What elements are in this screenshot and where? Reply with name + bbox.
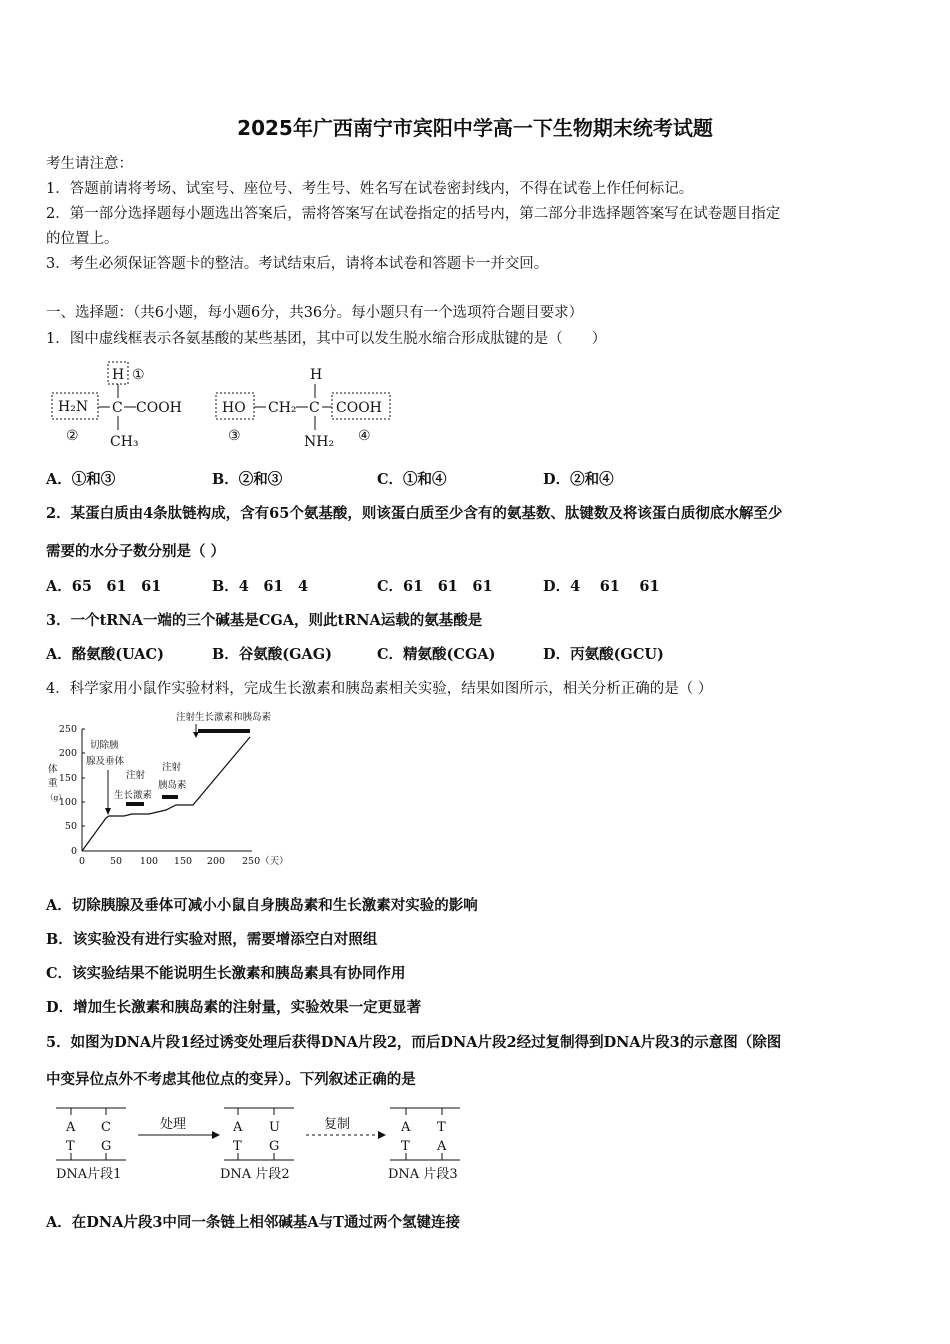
y-label-1: 体 <box>48 764 58 775</box>
f3-label: DNA 片段3 <box>388 1167 458 1182</box>
m2-ho: HO <box>222 400 246 416</box>
f1-bot-1: T <box>66 1139 75 1154</box>
notice-item-3: 3．考生必须保证答题卡的整洁。考试结束后，请将本试卷和答题卡一并交回。 <box>46 256 549 272</box>
q1-option-d[interactable]: D．②和④ <box>543 471 614 488</box>
section-heading: 一、选择题：（共6小题，每小题6分，共36分。每小题只有一个选项符合题目要求） <box>46 305 584 321</box>
f2-label: DNA 片段2 <box>220 1167 290 1182</box>
notice-item-2-cont: 的位置上。 <box>46 231 119 247</box>
notice-heading: 考生请注意： <box>46 156 133 172</box>
q3-option-c[interactable]: C．精氨酸(CGA) <box>377 646 496 663</box>
y-tick-150: 150 <box>58 773 77 784</box>
x-tick-250: 250（天） <box>242 856 289 867</box>
q2-stem-line1: 2．某蛋白质由4条肽链构成，含有65个氨基酸，则该蛋白质至少含有的氨基数、肽键数及将该蛋白质彻底水解至少 <box>46 505 783 522</box>
m2-ch2: CH₂ <box>268 400 297 416</box>
m2-nh2: NH₂ <box>304 434 335 450</box>
y-tick-250: 250 <box>58 724 77 735</box>
q2-option-d[interactable]: D．4 61 61 <box>543 578 660 595</box>
q5-dna-figure <box>46 1100 486 1190</box>
m2-label-4: ④ <box>358 428 371 444</box>
q2-stem-line2: 需要的水分子数分别是（ ） <box>46 543 226 560</box>
arrow2-label: 复制 <box>324 1117 351 1132</box>
f1-label: DNA片段1 <box>56 1167 122 1182</box>
m1-label-2: ② <box>66 428 79 444</box>
f3-bot-2: A <box>437 1139 447 1154</box>
x-tick-0: 0 <box>78 856 86 867</box>
x-tick-100: 100 <box>139 856 159 867</box>
m1-label-1: ① <box>132 367 145 383</box>
f2-bot-2: G <box>269 1139 280 1154</box>
m1-h: H <box>112 367 125 383</box>
q4-option-b[interactable]: B．该实验没有进行实验对照，需要增添空白对照组 <box>46 931 378 948</box>
q4-stem: 4．科学家用小鼠作实验材料，完成生长激素和胰岛素相关实验，结果如图所示，相关分析正确的是（ ） <box>46 681 713 697</box>
x-tick-150: 150 <box>173 856 193 867</box>
m2-c: C <box>309 400 320 416</box>
m2-h: H <box>310 367 323 383</box>
arrow1-label: 处理 <box>160 1117 187 1132</box>
q1-amino-acid-figure <box>46 360 406 455</box>
y-tick-0: 0 <box>70 846 77 857</box>
f3-bot-1: T <box>401 1139 410 1154</box>
m1-nh2: H₂N <box>58 399 89 415</box>
q1-option-b[interactable]: B．②和③ <box>212 471 283 488</box>
page-title: 2025年广西南宁市宾阳中学高一下生物期末统考试题 <box>237 116 713 140</box>
q2-option-c[interactable]: C．61 61 61 <box>377 578 493 595</box>
y-tick-200: 200 <box>58 748 77 759</box>
q4-weight-chart <box>46 708 296 873</box>
f3-top-1: A <box>401 1120 411 1135</box>
q3-option-b[interactable]: B．谷氨酸(GAG) <box>212 646 332 663</box>
f2-bot-1: T <box>233 1139 242 1154</box>
x-tick-200: 200 <box>206 856 226 867</box>
ann2-line1: 注射 <box>126 770 146 781</box>
q4-option-a[interactable]: A．切除胰腺及垂体可减小小鼠自身胰岛素和生长激素对实验的影响 <box>46 897 478 914</box>
f1-top-2: C <box>101 1120 111 1135</box>
ann3-line1: 注射 <box>162 762 182 773</box>
ann1-line1: 切除胰 <box>90 740 119 751</box>
q3-option-a[interactable]: A．酪氨酸(UAC) <box>46 646 164 663</box>
ann2-line2: 生长激素 <box>114 790 153 801</box>
f3-top-2: T <box>437 1120 446 1135</box>
y-tick-50: 50 <box>64 821 77 832</box>
notice-item-1: 1．答题前请将考场、试室号、座位号、考生号、姓名写在试卷密封线内，不得在试卷上作任何标记。 <box>46 181 694 197</box>
f1-top-1: A <box>66 1120 76 1135</box>
q1-option-c[interactable]: C．①和④ <box>377 471 447 488</box>
m1-ch3: CH₃ <box>110 434 139 450</box>
q4-option-c[interactable]: C．该实验结果不能说明生长激素和胰岛素具有协同作用 <box>46 965 406 982</box>
ann3-line2: 胰岛素 <box>158 780 187 791</box>
q5-stem-line2: 中变异位点外不考虑其他位点的变异）。下列叙述正确的是 <box>46 1071 416 1088</box>
q1-stem: 1．图中虚线框表示各氨基酸的某些基团，其中可以发生脱水缩合形成肽键的是（ ） <box>46 331 607 347</box>
q2-option-b[interactable]: B．4 61 4 <box>212 578 309 595</box>
y-label-2: 重 <box>48 778 58 789</box>
notice-item-2: 2．第一部分选择题每小题选出答案后，需将答案写在试卷指定的括号内，第二部分非选择题答案写在试卷题目指定 <box>46 206 781 222</box>
ann1-line2: 腺及垂体 <box>86 756 125 767</box>
q2-option-a[interactable]: A．65 61 61 <box>46 578 162 595</box>
q1-option-a[interactable]: A．①和③ <box>46 471 116 488</box>
y-label-3: （g） <box>46 793 66 802</box>
ann4: 注射生长激素和胰岛素 <box>176 712 272 723</box>
x-tick-50: 50 <box>109 856 123 867</box>
q4-option-d[interactable]: D．增加生长激素和胰岛素的注射量，实验效果一定更显著 <box>46 999 422 1016</box>
q5-option-a[interactable]: A．在DNA片段3中同一条链上相邻碱基A与T通过两个氢键连接 <box>46 1214 460 1231</box>
m1-c: C <box>112 400 123 416</box>
q3-option-d[interactable]: D．丙氨酸(GCU) <box>543 646 664 663</box>
y-tick-100: 100 <box>58 797 77 808</box>
f2-top-1: A <box>233 1120 243 1135</box>
m2-label-3: ③ <box>228 428 241 444</box>
q5-stem-line1: 5．如图为DNA片段1经过诱变处理后获得DNA片段2，而后DNA片段2经过复制得到DNA片段3的示意图（除图 <box>46 1034 782 1051</box>
m2-cooh: COOH <box>336 400 382 416</box>
m1-cooh: COOH <box>136 400 182 416</box>
q3-stem: 3．一个tRNA一端的三个碱基是CGA，则此tRNA运载的氨基酸是 <box>46 612 483 629</box>
f1-bot-2: G <box>101 1139 112 1154</box>
f2-top-2: U <box>269 1120 280 1135</box>
